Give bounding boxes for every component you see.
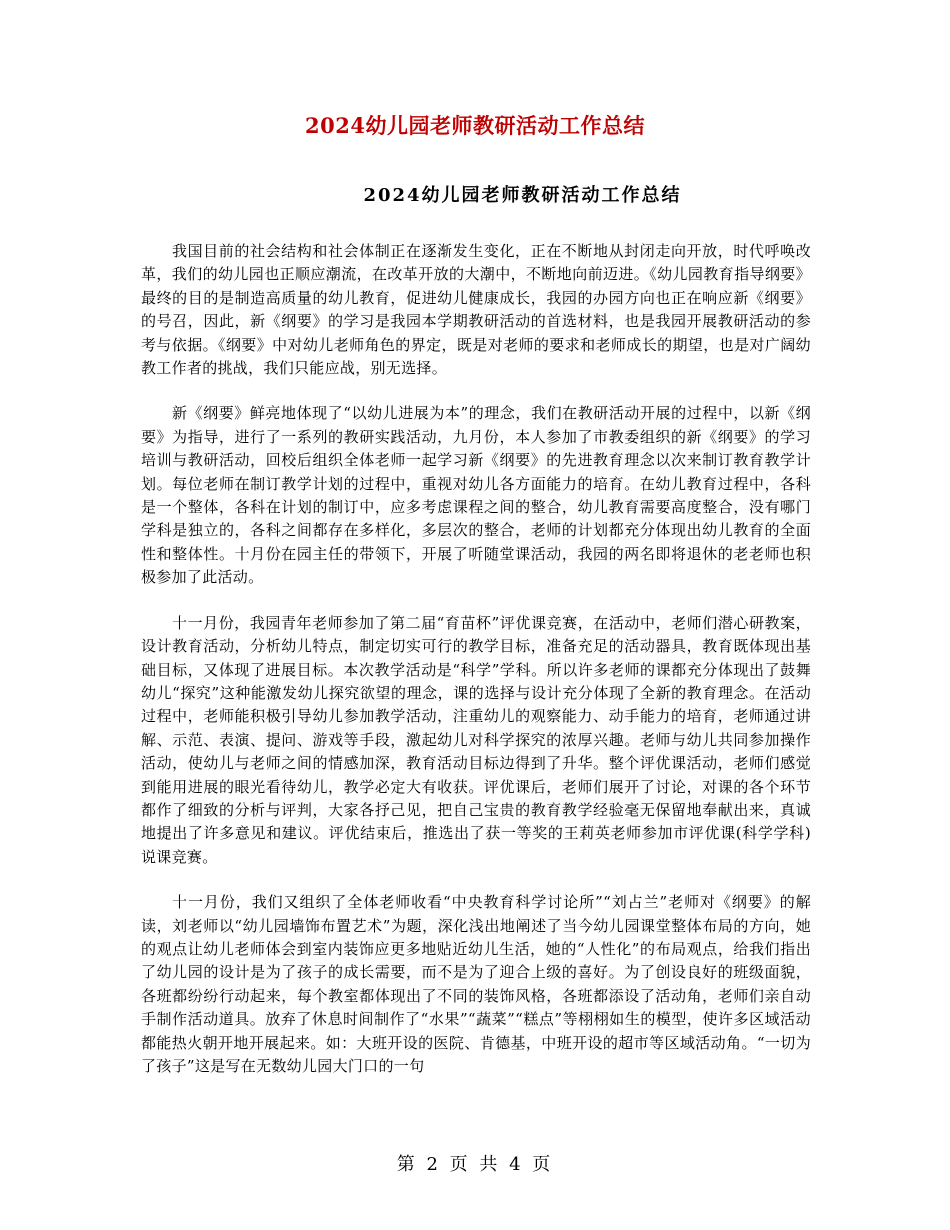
body-paragraph: 十一月份，我园青年老师参加了第二届“育苗杯”评优课竞赛，在活动中，老师们潜心研教案，设计教育活动，分析幼儿特点，制定切实可行的教学目标，准备充足的活动器具，教育既体现出基础目标，又体现了进展目标。本次教学活动是“科学”学科。所以许多老师的课都充分体现出了鼓舞幼儿“探究”这种能激发幼儿探究欲望的理念，课的选择与设计充分体现了全新的教育理念。在活动过程中，老师能积极引导幼儿参加教学活动，注重幼儿的观察能力、动手能力的培育，老师通过讲解、示范、表演、提问、游戏等手段，激起幼儿对科学探究的浓厚兴趣。老师与幼儿共同参加操作活动，使幼儿与老师之间的情感加深，教育活动目标边得到了升华。整个评优课活动，老师们感觉到能用进展的眼光看待幼儿，教学必定大有收获。评优课后，老师们展开了讨论，对课的各个环节都作了细致的分析与评判，大家各抒己见，把自己宝贵的教育教学经验毫无保留地奉献出来，真诚地提出了许多意见和建议。评优结束后，推选出了获一等奖的王莉英老师参加市评优课(科学学科)说课竞赛。 — [141, 613, 811, 866]
document-body — [141, 240, 811, 1100]
document-subtitle: 2024幼儿园老师教研活动工作总结 — [363, 185, 682, 206]
body-paragraph: 我国目前的社会结构和社会体制正在逐渐发生变化，正在不断地从封闭走向开放，时代呼唤改革，我们的幼儿园也正顺应潮流，在改革开放的大潮中，不断地向前迈进。《幼儿园教育指导纲要》最终的目的是制造高质量的幼儿教育，促进幼儿健康成长，我园的办园方向也正在响应新《纲要》的号召，因此，新《纲要》的学习是我园本学期教研活动的首选材料，也是我园开展教研活动的参考与依据。《纲要》中对幼儿老师角色的界定，既是对老师的要求和老师成长的期望，也是对广阔幼教工作者的挑战，我们只能应战，别无选择。 — [141, 242, 811, 378]
page-number-footer: 第 2 页 共 4 页 — [396, 1154, 554, 1175]
body-paragraph: 新《纲要》鲜亮地体现了“以幼儿进展为本”的理念，我们在教研活动开展的过程中，以新《纲要》为指导，进行了一系列的教研实践活动，九月份，本人参加了市教委组织的新《纲要》的学习培训与教研活动，回校后组织全体老师一起学习新《纲要》的先进教育理念以次来制订教育教学计划。每位老师在制订教学计划的过程中，重视对幼儿各方面能力的培育。在幼儿教育过程中，各科是一个整体，各科在计划的制订中，应多考虑课程之间的整合，幼儿教育需要高度整合，没有哪门学科是独立的，各科之间都存在多样化，多层次的整合，老师的计划都充分体现出幼儿教育的全面性和整体性。十月份在园主任的带领下，开展了听随堂课活动，我园的两名即将退休的老老师也积极参加了此活动。 — [141, 404, 811, 587]
body-paragraph: 十一月份，我们又组织了全体老师收看“中央教育科学讨论所”“刘占兰”老师对《纲要》的解读，刘老师以“幼儿园墙饰布置艺术”为题，深化浅出地阐述了当今幼儿园课堂整体布局的方向，她的观点让幼儿老师体会到室内装饰应更多地贴近幼儿生活，她的“人性化”的布局观点，给我们指出了幼儿园的设计是为了孩子的成长需要，而不是为了迎合上级的喜好。为了创设良好的班级面貌，各班都纷纷行动起来，每个教室都体现出了不同的装饰风格，各班都添设了活动角，老师们亲自动手制作活动道具。放弃了休息时间制作了“水果”“蔬菜”“糕点”等栩栩如生的模型，使许多区域活动都能热火朝开地开展起来。如：大班开设的医院、肯德基，中班开设的超市等区域活动角。“一切为了孩子”这是写在无数幼儿园大门口的一句 — [141, 893, 811, 1075]
document-title: 2024幼儿园老师教研活动工作总结 — [305, 113, 645, 138]
